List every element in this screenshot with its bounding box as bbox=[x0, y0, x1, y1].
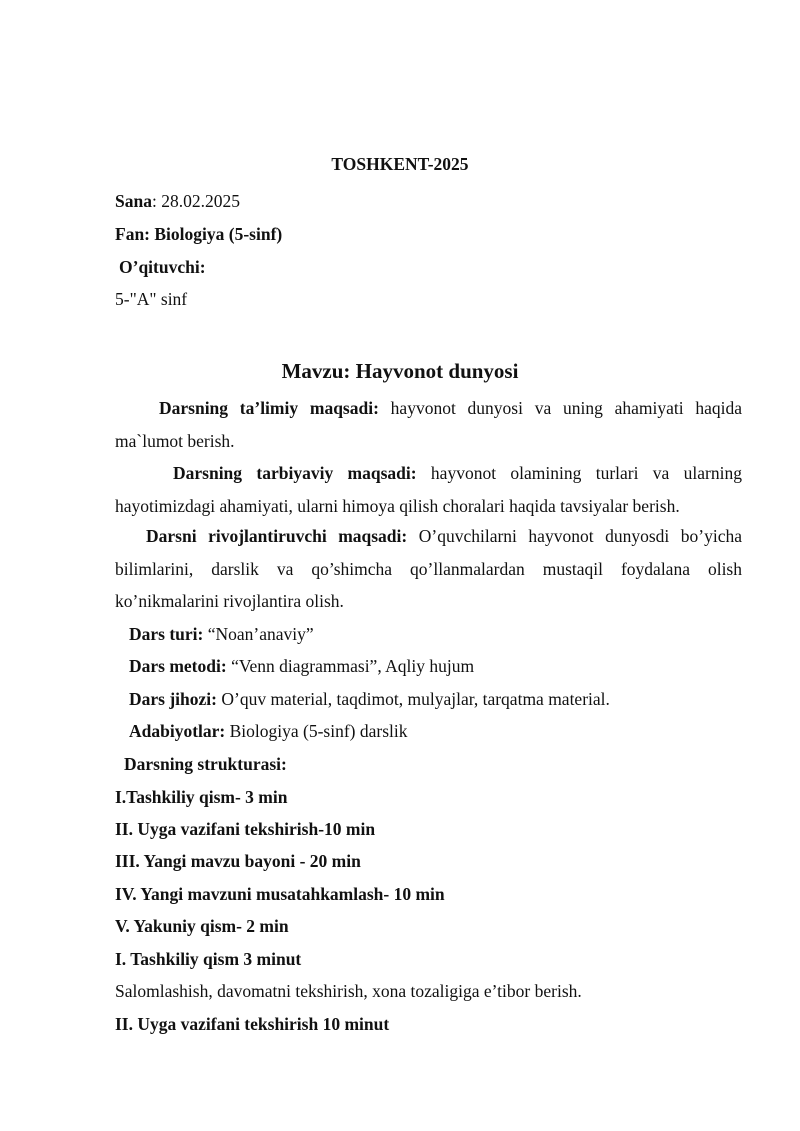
structure-item: V. Yakuniy qism- 2 min bbox=[115, 916, 289, 936]
goal-label: Darsni rivojlantiruvchi maqsadi: bbox=[146, 526, 408, 546]
topic-title: Mavzu: Hayvonot dunyosi bbox=[281, 359, 519, 383]
structure-item: II. Uyga vazifani tekshirish-10 min bbox=[115, 819, 376, 839]
structure-item: III. Yangi mavzu bayoni - 20 min bbox=[115, 851, 361, 871]
goal-upbringing bbox=[115, 457, 742, 522]
goal-text: hayvonot dunyosi va uning ahamiyati haqida ma`lumot berish. bbox=[115, 398, 743, 451]
goal-educational bbox=[115, 392, 742, 457]
lesson-type-line bbox=[129, 623, 314, 645]
detail-text: “Noan’anaviy” bbox=[203, 624, 314, 644]
goal-text: O’quvchilarni hayvonot dunyosdi bo’yicha bilimlarini, darslik va qo’shimcha qo’llanmalardan mustaqil foydalana olish ko’nikmalarini rivojlantira olish. bbox=[115, 526, 742, 611]
goal-text: hayvonot olamining turlari va ularning hayotimizdagi ahamiyati, ularni himoya qilish choralari haqida tavsiyalar berish. bbox=[115, 463, 742, 516]
date-line bbox=[115, 190, 240, 212]
detail-text: “Venn diagrammasi”, Aqliy hujum bbox=[226, 656, 475, 676]
goal-label: Darsning ta’limiy maqsadi: bbox=[159, 398, 379, 418]
detail-text: Biologiya (5-sinf) darslik bbox=[225, 721, 408, 741]
city-year-heading: TOSHKENT-2025 bbox=[331, 154, 469, 174]
detail-label: Dars turi: bbox=[129, 624, 204, 644]
detail-text: O’quv material, taqdimot, mulyajlar, tarqatma material. bbox=[216, 689, 610, 709]
structure-item: I.Tashkiliy qism- 3 min bbox=[115, 787, 288, 807]
goal-label: Darsning tarbiyaviy maqsadi: bbox=[173, 463, 417, 483]
detail-label: Dars metodi: bbox=[129, 656, 227, 676]
detail-label: Adabiyotlar: bbox=[129, 721, 226, 741]
structure-item: IV. Yangi mavzuni musatahkamlash- 10 min bbox=[115, 884, 445, 904]
section-1-text: Salomlashish, davomatni tekshirish, xona tozaligiga e’tibor berish. bbox=[115, 981, 582, 1001]
detail-label: Dars jihozi: bbox=[129, 689, 217, 709]
date-value: : 28.02.2025 bbox=[151, 191, 240, 211]
subject-line: Fan: Biologiya (5-sinf) bbox=[115, 224, 283, 244]
literature-line bbox=[129, 720, 408, 742]
date-label: Sana bbox=[115, 191, 152, 211]
teacher-line: O’qituvchi: bbox=[119, 257, 206, 277]
lesson-equipment-line bbox=[129, 688, 610, 710]
lesson-method-line bbox=[129, 655, 474, 677]
section-1-title: I. Tashkiliy qism 3 minut bbox=[115, 949, 302, 969]
structure-heading: Darsning strukturasi: bbox=[124, 754, 287, 774]
class-line: 5-"A" sinf bbox=[115, 289, 188, 309]
section-2-title: II. Uyga vazifani tekshirish 10 minut bbox=[115, 1014, 390, 1034]
goal-developmental bbox=[115, 520, 742, 618]
